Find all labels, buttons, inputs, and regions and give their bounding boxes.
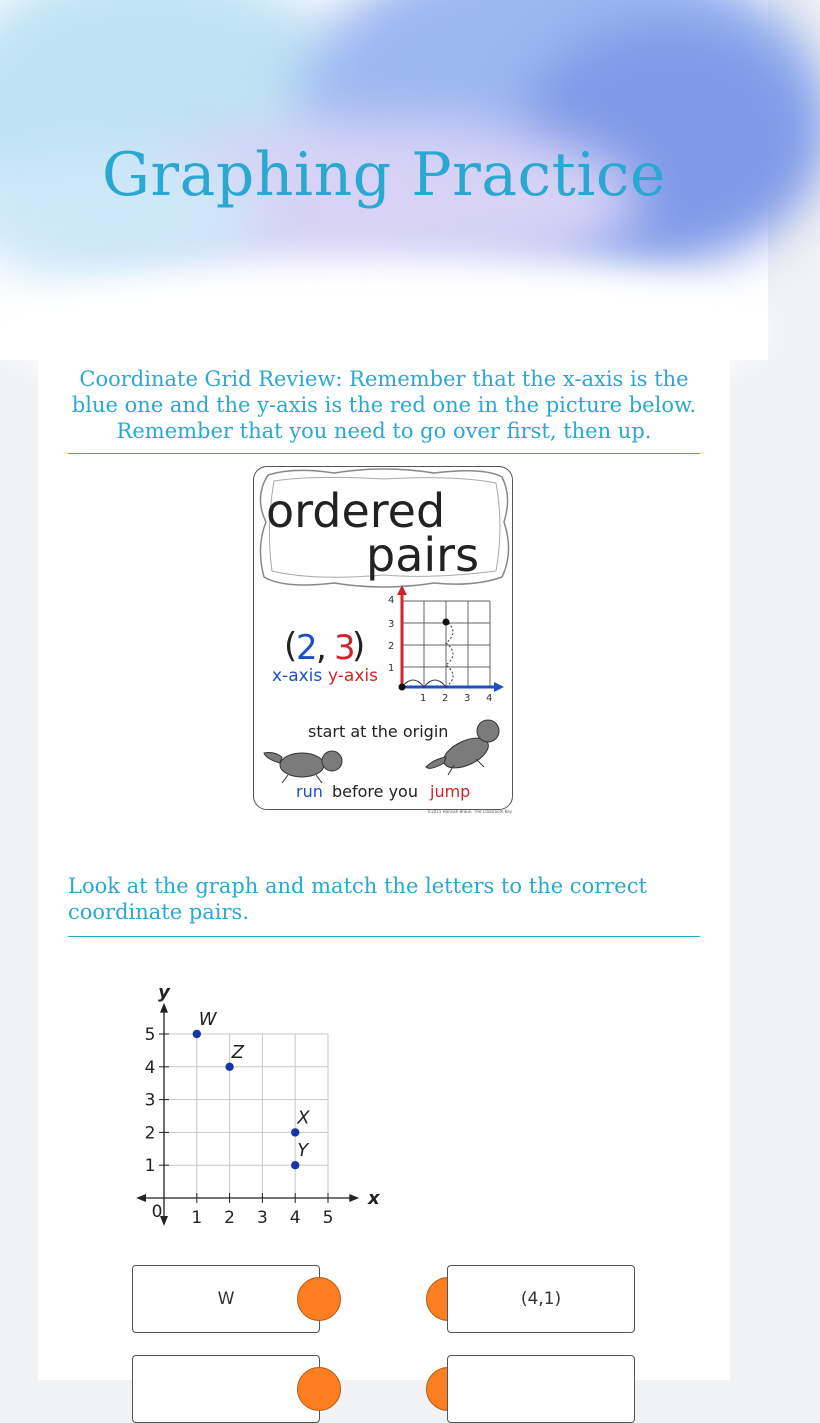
poster-ytick: 4 — [388, 595, 395, 606]
point-x — [291, 1128, 299, 1136]
page-title: Graphing Practice — [101, 140, 667, 210]
poster-x-arrow — [494, 682, 504, 692]
y-tick-label: 3 — [144, 1090, 156, 1111]
axis-y-label: y-axis — [328, 666, 378, 686]
y-axis-label: y — [158, 982, 170, 1003]
poster-caption: start at the origin — [308, 722, 449, 741]
match-left-box[interactable] — [132, 1265, 320, 1333]
y-tick-label: 5 — [144, 1025, 156, 1045]
poster-xtick: 2 — [442, 693, 449, 704]
poster-mini-grid — [402, 601, 490, 687]
point-w — [193, 1030, 201, 1038]
poster-ytick: 3 — [388, 619, 395, 630]
poster-credit: ©2015 Hannah Braun, The Classroom Key — [427, 809, 512, 814]
x-axis-arrow — [349, 1194, 359, 1202]
poster-ytick: 1 — [388, 663, 395, 674]
poster-run: run — [296, 782, 323, 801]
poster-before-you: before you — [332, 782, 418, 801]
x-tick-label: 2 — [224, 1208, 236, 1228]
point-label-x: X — [297, 1107, 310, 1129]
review-instruction: Coordinate Grid Review: Remember that the x-axis is the blue one and the y-axis is the red one in the picture below. Remember that you need to go over first, then up. — [71, 367, 697, 443]
header-banner — [0, 0, 768, 360]
x-tick-label: 3 — [256, 1208, 268, 1228]
match-left-connector[interactable] — [297, 1367, 341, 1411]
point-label-w: W — [198, 1009, 217, 1030]
point-label-z: Z — [231, 1041, 244, 1063]
pair-comma: , — [316, 628, 327, 668]
pair-x-value: 2 — [296, 628, 318, 668]
match-left-label: W — [217, 1289, 235, 1309]
x-tick-label: 1 — [191, 1208, 203, 1228]
match-left-box[interactable] — [132, 1355, 320, 1423]
y-tick-label: 1 — [144, 1156, 156, 1177]
poster-xtick: 1 — [420, 693, 427, 704]
poster-title-line2: pairs — [366, 528, 480, 582]
match-right-box[interactable] — [447, 1355, 635, 1423]
ordered-pairs-poster — [253, 466, 513, 814]
graph-instruction: Look at the graph and match the letters to the correct coordinate pairs. — [68, 874, 647, 924]
point-z — [225, 1063, 233, 1071]
match-right-box[interactable] — [447, 1265, 635, 1333]
poster-jump-arcs — [446, 621, 453, 687]
origin-label: 0 — [151, 1202, 163, 1222]
y-tick-label: 2 — [144, 1123, 156, 1144]
y-axis-arrow — [160, 1003, 168, 1013]
poster-title-line1: ordered — [266, 484, 446, 538]
poster-xtick: 3 — [464, 693, 471, 704]
section-divider — [68, 453, 700, 454]
pair-close: ) — [352, 626, 366, 666]
raccoon-left-icon — [264, 751, 342, 783]
x-tick-label: 4 — [289, 1208, 301, 1228]
poster-jump: jump — [430, 782, 471, 801]
pair-open: ( — [284, 626, 298, 666]
match-right-label: (4,1) — [520, 1289, 562, 1309]
poster-xtick: 4 — [486, 693, 493, 704]
pair-y-value: 3 — [334, 628, 356, 668]
x-axis-arrow — [136, 1194, 146, 1202]
section-divider — [68, 936, 700, 937]
point-label-y: Y — [297, 1140, 309, 1162]
poster-point-dot — [443, 619, 450, 626]
point-y — [291, 1161, 299, 1169]
x-axis-label: x — [368, 1188, 380, 1209]
x-tick-label: 5 — [322, 1208, 334, 1228]
coordinate-plot — [90, 972, 380, 1234]
worksheet — [38, 360, 730, 1380]
axis-x-label: x-axis — [272, 666, 323, 686]
poster-origin-dot — [399, 684, 406, 691]
poster-ytick: 2 — [388, 641, 395, 652]
y-tick-label: 4 — [144, 1057, 156, 1078]
match-left-connector[interactable] — [297, 1277, 341, 1321]
